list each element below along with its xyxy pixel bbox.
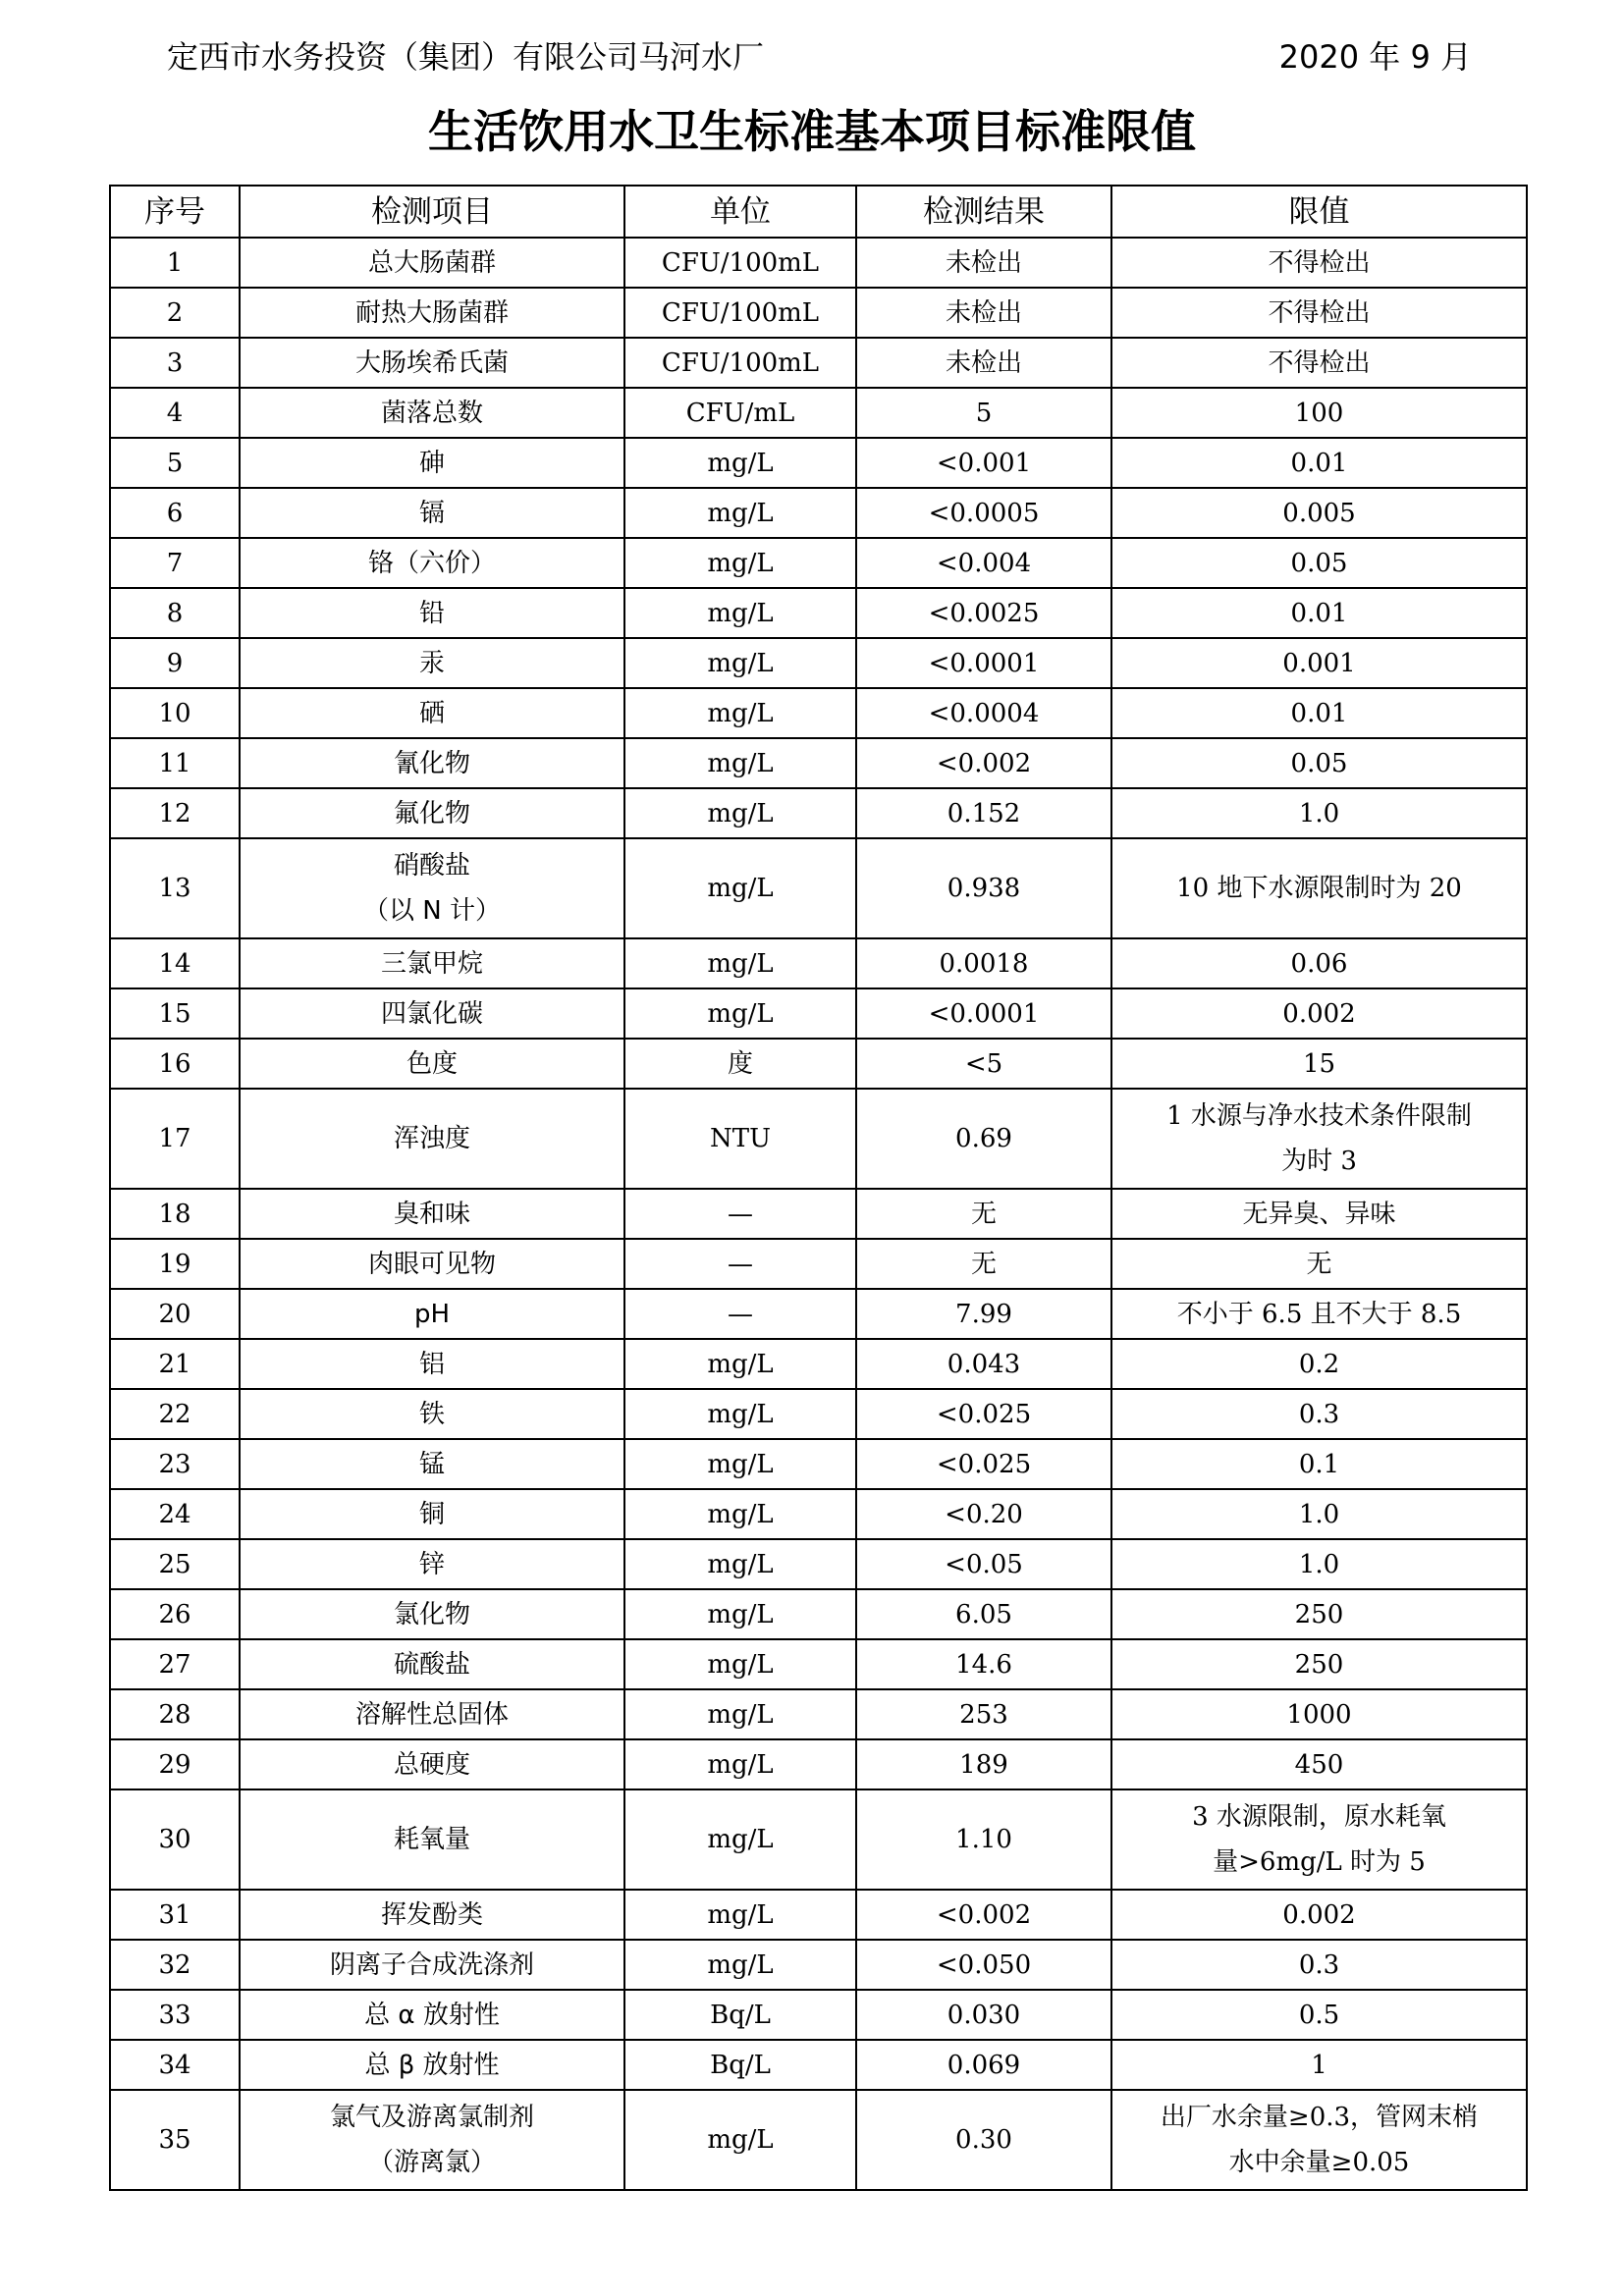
cell-limit-line: 1 水源与净水技术条件限制	[1166, 1101, 1472, 1131]
cell-limit-line: 0.3	[1298, 1949, 1340, 1980]
cell-no: 34	[110, 2040, 240, 2090]
cell-item-line: 大肠埃希氏菌	[354, 347, 509, 378]
cell-item	[240, 638, 624, 688]
cell-limit	[1111, 538, 1527, 588]
cell-no: 21	[110, 1339, 240, 1389]
cell-no: 17	[110, 1089, 240, 1189]
cell-result: 7.99	[856, 1289, 1111, 1339]
cell-result: <0.0004	[856, 688, 1111, 738]
cell-item	[240, 2040, 624, 2090]
cell-unit: NTU	[624, 1089, 856, 1189]
cell-unit: mg/L	[624, 738, 856, 788]
cell-result: 253	[856, 1689, 1111, 1739]
column-header-result: 检测结果	[856, 186, 1111, 238]
cell-no: 31	[110, 1890, 240, 1940]
cell-no: 11	[110, 738, 240, 788]
cell-limit	[1111, 588, 1527, 638]
cell-item-line: 阴离子合成洗涤剂	[329, 1949, 534, 1980]
cell-limit-line: 0.005	[1282, 498, 1356, 528]
cell-item	[240, 388, 624, 438]
table-row	[110, 238, 1527, 288]
cell-unit: mg/L	[624, 538, 856, 588]
cell-no: 22	[110, 1389, 240, 1439]
cell-no: 15	[110, 988, 240, 1039]
cell-item-line: 硝酸盐	[393, 851, 470, 881]
table-row	[110, 1940, 1527, 1990]
cell-item	[240, 1489, 624, 1539]
cell-no: 19	[110, 1239, 240, 1289]
cell-no: 27	[110, 1639, 240, 1689]
table-row	[110, 938, 1527, 988]
cell-no: 2	[110, 288, 240, 338]
cell-unit: mg/L	[624, 788, 856, 838]
cell-limit-line: 0.01	[1290, 448, 1348, 478]
cell-item	[240, 688, 624, 738]
cell-unit: CFU/100mL	[624, 238, 856, 288]
cell-unit: Bq/L	[624, 1990, 856, 2040]
cell-result: <0.001	[856, 438, 1111, 488]
cell-unit: —	[624, 1239, 856, 1289]
cell-limit-line: 0.1	[1298, 1449, 1340, 1479]
cell-result: 0.043	[856, 1339, 1111, 1389]
cell-limit	[1111, 1890, 1527, 1940]
table-row	[110, 1689, 1527, 1739]
table-row	[110, 1890, 1527, 1940]
cell-limit	[1111, 1639, 1527, 1689]
cell-no: 24	[110, 1489, 240, 1539]
cell-limit-line: 250	[1294, 1649, 1344, 1680]
cell-item	[240, 1089, 624, 1189]
report-date: 2020 年 9 月	[1278, 38, 1472, 76]
table-row	[110, 788, 1527, 838]
cell-item-line: 挥发酚类	[380, 1899, 483, 1930]
cell-limit-line: 10 地下水源限制时为 20	[1176, 874, 1462, 903]
table-row	[110, 538, 1527, 588]
cell-result: <0.025	[856, 1389, 1111, 1439]
cell-result: 0.938	[856, 838, 1111, 938]
cell-item-line: 总 β 放射性	[364, 2050, 500, 2080]
cell-item-line: 镉	[418, 498, 445, 528]
cell-unit: CFU/mL	[624, 388, 856, 438]
cell-no: 14	[110, 938, 240, 988]
cell-item-line: 三氯甲烷	[380, 948, 483, 979]
cell-result: 无	[856, 1239, 1111, 1289]
cell-limit-line: 1	[1311, 2050, 1327, 2080]
cell-unit: mg/L	[624, 1439, 856, 1489]
cell-limit-line: 250	[1294, 1599, 1344, 1629]
cell-item-line: （游离氯）	[367, 2148, 496, 2177]
table-row	[110, 2090, 1527, 2190]
cell-limit	[1111, 1990, 1527, 2040]
cell-item	[240, 2090, 624, 2190]
cell-unit: 度	[624, 1039, 856, 1089]
cell-item	[240, 1289, 624, 1339]
cell-item-line: pH	[413, 1299, 451, 1329]
cell-result: 0.0018	[856, 938, 1111, 988]
table-row	[110, 1489, 1527, 1539]
cell-limit	[1111, 2090, 1527, 2190]
cell-unit: mg/L	[624, 488, 856, 538]
cell-result: <0.002	[856, 738, 1111, 788]
cell-limit-line: 不得检出	[1268, 247, 1371, 278]
cell-limit	[1111, 738, 1527, 788]
cell-limit	[1111, 1039, 1527, 1089]
cell-no: 18	[110, 1189, 240, 1239]
cell-limit-line: 0.06	[1290, 948, 1348, 979]
cell-unit: mg/L	[624, 838, 856, 938]
document-title: 生活饮用水卫生标准基本项目标准限值	[428, 105, 1196, 158]
cell-limit-line: 1.0	[1298, 798, 1340, 828]
cell-limit	[1111, 1739, 1527, 1789]
cell-item	[240, 1439, 624, 1489]
cell-limit	[1111, 1339, 1527, 1389]
cell-result: <0.002	[856, 1890, 1111, 1940]
cell-limit	[1111, 1089, 1527, 1189]
cell-item-line: 汞	[418, 648, 445, 678]
table-row	[110, 1439, 1527, 1489]
cell-result: <0.05	[856, 1539, 1111, 1589]
document-header	[167, 35, 1472, 79]
cell-item-line: 铁	[418, 1399, 445, 1429]
cell-result: <0.025	[856, 1439, 1111, 1489]
cell-unit: mg/L	[624, 688, 856, 738]
cell-no: 33	[110, 1990, 240, 2040]
cell-item	[240, 1990, 624, 2040]
cell-item	[240, 1389, 624, 1439]
cell-unit: mg/L	[624, 588, 856, 638]
cell-result: 6.05	[856, 1589, 1111, 1639]
table-row	[110, 1339, 1527, 1389]
cell-item	[240, 1890, 624, 1940]
cell-limit-line: 0.2	[1298, 1349, 1340, 1379]
cell-unit: mg/L	[624, 638, 856, 688]
cell-item	[240, 1639, 624, 1689]
cell-item-line: 耗氧量	[393, 1825, 470, 1854]
cell-limit-line: 不得检出	[1268, 347, 1371, 378]
cell-limit-line: 0.05	[1290, 548, 1348, 578]
cell-item-line: 溶解性总固体	[354, 1699, 509, 1730]
cell-limit-line: 出厂水余量≥0.3，管网末梢	[1160, 2103, 1479, 2132]
cell-limit-line: 无异臭、异味	[1242, 1199, 1396, 1229]
cell-no: 13	[110, 838, 240, 938]
cell-limit-line: 0.5	[1298, 2000, 1340, 2030]
cell-unit: mg/L	[624, 1589, 856, 1639]
table-row	[110, 438, 1527, 488]
cell-unit: mg/L	[624, 1339, 856, 1389]
cell-item-line: 总大肠菌群	[367, 247, 496, 278]
cell-item-line: 铜	[418, 1499, 445, 1529]
cell-limit	[1111, 788, 1527, 838]
cell-item-line: 氯化物	[393, 1599, 470, 1629]
cell-item-line: 铬（六价）	[367, 548, 496, 578]
cell-item-line: 硫酸盐	[393, 1649, 470, 1680]
cell-limit	[1111, 1689, 1527, 1739]
table-row	[110, 388, 1527, 438]
table-row	[110, 838, 1527, 938]
cell-item-line: 菌落总数	[380, 398, 483, 428]
cell-limit-line: 3 水源限制，原水耗氧	[1192, 1802, 1446, 1832]
cell-item	[240, 988, 624, 1039]
cell-limit	[1111, 988, 1527, 1039]
cell-limit-line: 无	[1306, 1249, 1332, 1279]
cell-no: 8	[110, 588, 240, 638]
cell-limit-line: 不小于 6.5 且不大于 8.5	[1176, 1299, 1462, 1329]
cell-no: 4	[110, 388, 240, 438]
cell-item	[240, 1589, 624, 1639]
cell-unit: mg/L	[624, 1739, 856, 1789]
cell-item-line: 四氯化碳	[380, 998, 483, 1029]
cell-limit	[1111, 338, 1527, 388]
cell-item	[240, 1739, 624, 1789]
cell-item	[240, 588, 624, 638]
cell-item-line: 氰化物	[393, 748, 470, 778]
cell-unit: mg/L	[624, 1789, 856, 1890]
column-header-no: 序号	[110, 186, 240, 238]
cell-result: 1.10	[856, 1789, 1111, 1890]
cell-item	[240, 338, 624, 388]
cell-no: 35	[110, 2090, 240, 2190]
cell-limit	[1111, 938, 1527, 988]
cell-limit-line: 0.01	[1290, 598, 1348, 628]
cell-item	[240, 1339, 624, 1389]
cell-unit: —	[624, 1289, 856, 1339]
cell-result: <0.0001	[856, 638, 1111, 688]
cell-limit	[1111, 238, 1527, 288]
table-row	[110, 1289, 1527, 1339]
cell-result: <0.20	[856, 1489, 1111, 1539]
cell-item-line: 氟化物	[393, 798, 470, 828]
cell-unit: CFU/100mL	[624, 338, 856, 388]
cell-limit	[1111, 1789, 1527, 1890]
cell-item-line: 总 α 放射性	[364, 2000, 500, 2030]
cell-item	[240, 1039, 624, 1089]
cell-no: 10	[110, 688, 240, 738]
cell-unit: mg/L	[624, 988, 856, 1039]
cell-limit	[1111, 2040, 1527, 2090]
cell-item	[240, 1940, 624, 1990]
table-row	[110, 1239, 1527, 1289]
cell-result: 0.030	[856, 1990, 1111, 2040]
cell-limit	[1111, 1289, 1527, 1339]
cell-limit-line: 不得检出	[1268, 297, 1371, 328]
cell-limit-line: 为时 3	[1281, 1147, 1357, 1176]
cell-item	[240, 488, 624, 538]
cell-result: 14.6	[856, 1639, 1111, 1689]
cell-item-line: 锰	[418, 1449, 445, 1479]
cell-limit	[1111, 288, 1527, 338]
cell-unit: mg/L	[624, 1940, 856, 1990]
cell-item-line: （以 N 计）	[363, 896, 501, 926]
cell-result: <0.0005	[856, 488, 1111, 538]
cell-limit	[1111, 1489, 1527, 1539]
cell-limit	[1111, 1389, 1527, 1439]
cell-item-line: 浑浊度	[393, 1124, 470, 1153]
cell-result: 0.152	[856, 788, 1111, 838]
column-header-limit: 限值	[1111, 186, 1527, 238]
cell-limit-line: 0.002	[1282, 1899, 1356, 1930]
water-quality-table	[109, 185, 1528, 2191]
table-row	[110, 1639, 1527, 1689]
cell-no: 29	[110, 1739, 240, 1789]
cell-item-line: 锌	[418, 1549, 445, 1579]
table-header-row	[110, 186, 1527, 238]
cell-limit-line: 0.002	[1282, 998, 1356, 1029]
table-row	[110, 638, 1527, 688]
cell-item	[240, 538, 624, 588]
cell-item-line: 色度	[406, 1048, 458, 1079]
cell-limit	[1111, 1439, 1527, 1489]
cell-unit: mg/L	[624, 1689, 856, 1739]
cell-limit-line: 0.3	[1298, 1399, 1340, 1429]
table-row	[110, 1589, 1527, 1639]
cell-item	[240, 838, 624, 938]
cell-no: 1	[110, 238, 240, 288]
column-header-unit: 单位	[624, 186, 856, 238]
cell-item	[240, 738, 624, 788]
cell-item-line: 铅	[418, 598, 445, 628]
cell-no: 7	[110, 538, 240, 588]
cell-limit	[1111, 1539, 1527, 1589]
table-row	[110, 1039, 1527, 1089]
table-row	[110, 1189, 1527, 1239]
cell-limit-line: 450	[1294, 1749, 1344, 1780]
table-body	[110, 238, 1527, 2190]
table-row	[110, 488, 1527, 538]
cell-no: 28	[110, 1689, 240, 1739]
cell-no: 9	[110, 638, 240, 688]
cell-limit-line: 0.001	[1282, 648, 1356, 678]
table-row	[110, 1789, 1527, 1890]
cell-no: 12	[110, 788, 240, 838]
table-row	[110, 1389, 1527, 1439]
cell-unit: —	[624, 1189, 856, 1239]
cell-item	[240, 1239, 624, 1289]
cell-item-line: 肉眼可见物	[367, 1249, 496, 1279]
table-row	[110, 1739, 1527, 1789]
cell-unit: mg/L	[624, 1389, 856, 1439]
cell-limit	[1111, 1239, 1527, 1289]
cell-limit	[1111, 1589, 1527, 1639]
cell-item-line: 砷	[418, 448, 445, 478]
cell-limit-line: 量>6mg/L 时为 5	[1213, 1847, 1426, 1877]
cell-item-line: 总硬度	[393, 1749, 470, 1780]
table-row	[110, 688, 1527, 738]
cell-limit	[1111, 438, 1527, 488]
table-row	[110, 1539, 1527, 1589]
cell-item	[240, 238, 624, 288]
cell-no: 3	[110, 338, 240, 388]
cell-no: 6	[110, 488, 240, 538]
cell-no: 30	[110, 1789, 240, 1890]
cell-unit: mg/L	[624, 2090, 856, 2190]
cell-result: <0.0025	[856, 588, 1111, 638]
cell-limit-line: 1000	[1286, 1699, 1352, 1730]
cell-item	[240, 1789, 624, 1890]
cell-item	[240, 288, 624, 338]
cell-limit-line: 水中余量≥0.05	[1228, 2148, 1410, 2177]
cell-result: 未检出	[856, 288, 1111, 338]
cell-item-line: 硒	[418, 698, 445, 728]
column-header-item: 检测项目	[240, 186, 624, 238]
cell-result: 189	[856, 1739, 1111, 1789]
cell-limit-line: 0.01	[1290, 698, 1348, 728]
table-row	[110, 1089, 1527, 1189]
table-row	[110, 988, 1527, 1039]
cell-result: 5	[856, 388, 1111, 438]
cell-limit-line: 1.0	[1298, 1549, 1340, 1579]
cell-unit: mg/L	[624, 1489, 856, 1539]
cell-item	[240, 1539, 624, 1589]
cell-unit: mg/L	[624, 1890, 856, 1940]
cell-item	[240, 438, 624, 488]
cell-no: 32	[110, 1940, 240, 1990]
cell-unit: mg/L	[624, 1639, 856, 1689]
cell-limit	[1111, 488, 1527, 538]
cell-result: 0.69	[856, 1089, 1111, 1189]
cell-result: <5	[856, 1039, 1111, 1089]
cell-limit	[1111, 688, 1527, 738]
cell-no: 26	[110, 1589, 240, 1639]
cell-unit: mg/L	[624, 938, 856, 988]
cell-unit: CFU/100mL	[624, 288, 856, 338]
cell-no: 5	[110, 438, 240, 488]
organization-name: 定西市水务投资（集团）有限公司马河水厂	[167, 38, 765, 76]
cell-limit-line: 1.0	[1298, 1499, 1340, 1529]
cell-item	[240, 1689, 624, 1739]
cell-unit: mg/L	[624, 438, 856, 488]
cell-item-line: 氯气及游离氯制剂	[329, 2103, 534, 2132]
cell-item-line: 臭和味	[393, 1199, 470, 1229]
cell-limit	[1111, 1189, 1527, 1239]
cell-limit-line: 15	[1302, 1048, 1336, 1079]
table-row	[110, 1990, 1527, 2040]
table-row	[110, 738, 1527, 788]
cell-item	[240, 938, 624, 988]
cell-result: 0.069	[856, 2040, 1111, 2090]
cell-result: 未检出	[856, 238, 1111, 288]
table-row	[110, 588, 1527, 638]
cell-unit: mg/L	[624, 1539, 856, 1589]
cell-unit: Bq/L	[624, 2040, 856, 2090]
cell-limit	[1111, 638, 1527, 688]
cell-item-line: 铝	[418, 1349, 445, 1379]
cell-result: 0.30	[856, 2090, 1111, 2190]
cell-no: 23	[110, 1439, 240, 1489]
cell-item	[240, 1189, 624, 1239]
cell-no: 20	[110, 1289, 240, 1339]
cell-limit	[1111, 838, 1527, 938]
cell-result: <0.050	[856, 1940, 1111, 1990]
cell-result: 未检出	[856, 338, 1111, 388]
cell-result: <0.004	[856, 538, 1111, 588]
table-row	[110, 288, 1527, 338]
cell-limit-line: 100	[1294, 398, 1344, 428]
cell-limit	[1111, 1940, 1527, 1990]
cell-limit-line: 0.05	[1290, 748, 1348, 778]
cell-item	[240, 788, 624, 838]
table-row	[110, 2040, 1527, 2090]
cell-no: 25	[110, 1539, 240, 1589]
cell-result: 无	[856, 1189, 1111, 1239]
cell-limit	[1111, 388, 1527, 438]
table-row	[110, 338, 1527, 388]
cell-no: 16	[110, 1039, 240, 1089]
cell-result: <0.0001	[856, 988, 1111, 1039]
cell-item-line: 耐热大肠菌群	[354, 297, 509, 328]
